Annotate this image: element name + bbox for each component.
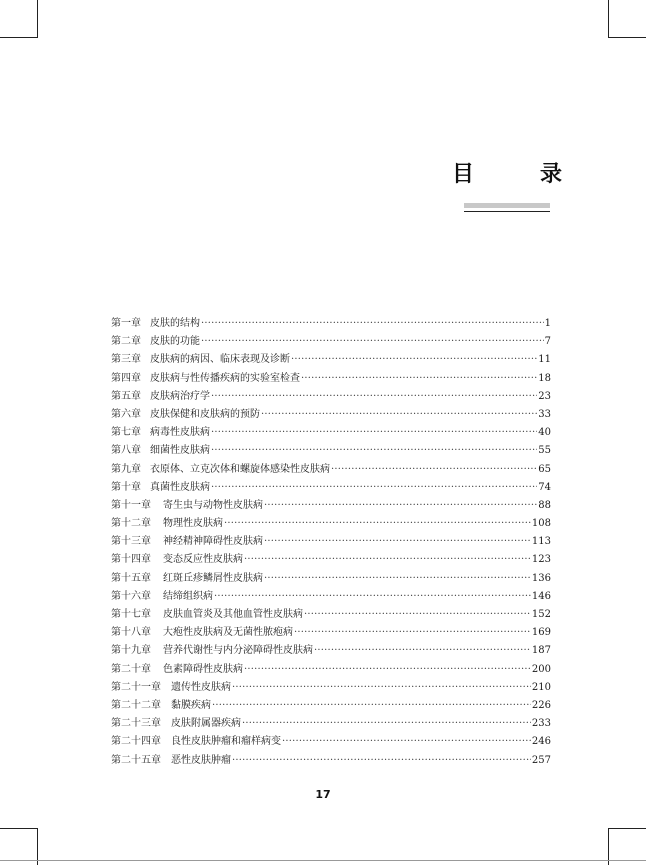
- toc-entry[interactable]: [111, 661, 551, 679]
- toc-chapter-number: 第八章: [111, 445, 141, 457]
- toc-leader-dots: [264, 570, 531, 588]
- toc-entry[interactable]: [111, 715, 551, 733]
- toc-entry[interactable]: [111, 315, 551, 333]
- toc-entry[interactable]: [111, 515, 551, 533]
- toc-leader-dots: [232, 752, 531, 770]
- toc-page-number: 246: [531, 736, 551, 748]
- toc-page-number: 257: [531, 754, 551, 766]
- title-underline-black: [464, 211, 550, 212]
- toc-leader-dots: [261, 406, 537, 424]
- toc-page-number: 11: [538, 354, 551, 366]
- toc-entry[interactable]: [111, 624, 551, 642]
- toc-chapter-title: 恶性皮肤肿瘤: [171, 754, 231, 766]
- toc-chapter-title: 皮肤附属器疾病: [171, 718, 241, 730]
- toc-page-number: 187: [531, 645, 551, 657]
- toc-page-number: 226: [531, 699, 551, 711]
- crop-mark-top-left-vertical: [37, 0, 38, 38]
- toc-chapter-number: 第十章: [111, 481, 141, 493]
- toc-chapter-number: 第二十五章: [111, 754, 161, 766]
- toc-chapter-number: 第九章: [111, 463, 141, 475]
- toc-entry[interactable]: [111, 551, 551, 569]
- toc-chapter-number: 第七章: [111, 427, 141, 439]
- toc-page-number: 65: [538, 463, 551, 475]
- toc-chapter-title: 遗传性皮肤病: [171, 681, 231, 693]
- toc-leader-dots: [232, 679, 531, 697]
- toc-entry[interactable]: [111, 588, 551, 606]
- title-char-right: 录: [539, 161, 562, 187]
- crop-mark-top-left-horizontal: [0, 37, 38, 38]
- toc-leader-dots: [242, 715, 531, 733]
- toc-chapter-title: 皮肤保健和皮肤病的预防: [150, 408, 260, 420]
- toc-page-number: 1: [544, 318, 551, 329]
- toc-chapter-title: 黏膜疾病: [171, 699, 211, 711]
- crop-mark-bottom-right-horizontal: [608, 828, 646, 829]
- toc-chapter-number: 第二章: [111, 336, 141, 348]
- toc-leader-dots: [211, 442, 537, 460]
- toc-leader-dots: [314, 642, 531, 660]
- toc-entry[interactable]: [111, 697, 551, 715]
- toc-chapter-number: 第五章: [111, 390, 141, 402]
- toc-page-number: 23: [538, 390, 551, 402]
- crop-mark-top-right-horizontal: [608, 37, 646, 38]
- toc-leader-dots: [244, 551, 531, 569]
- toc-chapter-title: 皮肤病的病因、临床表现及诊断: [150, 354, 290, 366]
- toc-entry[interactable]: [111, 406, 551, 424]
- toc-page-number: 136: [531, 572, 551, 584]
- title-underline-gray: [464, 203, 550, 208]
- toc-chapter-number: 第四章: [111, 372, 141, 384]
- toc-chapter-number: 第二十三章: [111, 718, 161, 730]
- toc-page-number: 108: [531, 518, 551, 530]
- toc-page-number: 18: [538, 372, 551, 384]
- toc-chapter-number: 第二十一章: [111, 681, 161, 693]
- toc-page-number: 88: [538, 499, 551, 511]
- toc-leader-dots: [304, 606, 531, 624]
- toc-chapter-title: 衣原体、立克次体和螺旋体感染性皮肤病: [150, 463, 330, 475]
- toc-chapter-number: 第十五章: [111, 572, 151, 584]
- toc-leader-dots: [294, 624, 531, 642]
- toc-chapter-title: 物理性皮肤病: [163, 518, 223, 530]
- toc-chapter-title: 色素障碍性皮肤病: [163, 663, 243, 675]
- toc-page-number: 33: [538, 408, 551, 420]
- toc-chapter-number: 第十一章: [111, 499, 151, 511]
- crop-mark-bottom-left-horizontal: [0, 828, 38, 829]
- toc-leader-dots: [211, 479, 537, 497]
- toc-chapter-title: 真菌性皮肤病: [150, 481, 210, 493]
- toc-leader-dots: [264, 497, 537, 515]
- toc-entry[interactable]: [111, 606, 551, 624]
- toc-leader-dots: [214, 588, 531, 606]
- toc-chapter-title: 神经精神障碍性皮肤病: [163, 536, 263, 548]
- toc-page-number: 55: [538, 445, 551, 457]
- toc-entry[interactable]: [111, 642, 551, 660]
- toc-chapter-title: 病毒性皮肤病: [150, 427, 210, 439]
- toc-entry[interactable]: [111, 733, 551, 751]
- page-number: 17: [315, 788, 331, 801]
- toc-chapter-number: 第十七章: [111, 609, 151, 620]
- toc-entry[interactable]: [111, 752, 551, 770]
- toc-chapter-number: 第十四章: [111, 554, 151, 566]
- page-bottom-edge: [0, 860, 646, 861]
- toc-leader-dots: [301, 370, 537, 388]
- toc-chapter-number: 第十九章: [111, 645, 151, 657]
- toc-page-number: 7: [544, 336, 551, 348]
- toc-entry[interactable]: [111, 570, 551, 588]
- toc-chapter-number: 第十三章: [111, 536, 151, 548]
- toc-entry[interactable]: [111, 388, 551, 406]
- toc-leader-dots: [264, 533, 531, 551]
- toc-page-number: 40: [538, 427, 551, 439]
- toc-page-number: 113: [531, 536, 551, 548]
- toc-chapter-title: 大疱性皮肤病及无菌性脓疱病: [163, 627, 293, 639]
- toc-entry[interactable]: [111, 479, 551, 497]
- toc-chapter-title: 良性皮肤肿瘤和瘤样病变: [171, 736, 281, 748]
- page-title: [452, 156, 562, 188]
- toc-chapter-title: 结缔组织病: [163, 590, 213, 602]
- toc-chapter-title: 皮肤的功能: [150, 336, 200, 348]
- toc-chapter-number: 第二十二章: [111, 699, 161, 711]
- toc-page-number: 200: [531, 663, 551, 675]
- toc-leader-dots: [291, 351, 537, 369]
- toc-chapter-title: 红斑丘疹鳞屑性皮肤病: [163, 572, 263, 584]
- toc-leader-dots: [211, 388, 537, 406]
- toc-entry[interactable]: [111, 461, 551, 479]
- toc-page-number: 210: [531, 681, 551, 693]
- toc-page-number: 152: [531, 609, 551, 620]
- toc-leader-dots: [282, 733, 531, 751]
- toc-chapter-number: 第十二章: [111, 518, 151, 530]
- toc-leader-dots: [211, 424, 537, 442]
- toc-chapter-number: 第二十四章: [111, 736, 161, 748]
- toc-leader-dots: [201, 315, 544, 333]
- toc-entry[interactable]: [111, 424, 551, 442]
- toc-chapter-title: 皮肤血管炎及其他血管性皮肤病: [163, 609, 303, 620]
- toc-page-number: 74: [538, 481, 551, 493]
- toc-chapter-title: 皮肤病与性传播疾病的实验室检查: [150, 372, 300, 384]
- toc-chapter-number: 第十八章: [111, 627, 151, 639]
- toc-entry[interactable]: [111, 679, 551, 697]
- toc-page-number: 123: [531, 554, 551, 566]
- toc-chapter-title: 营养代谢性与内分泌障碍性皮肤病: [163, 645, 313, 657]
- toc-leader-dots: [244, 661, 531, 679]
- toc-chapter-title: 细菌性皮肤病: [150, 445, 210, 457]
- toc-entry[interactable]: [111, 533, 551, 551]
- toc-chapter-title: 皮肤的结构: [150, 318, 200, 329]
- toc-entry[interactable]: [111, 351, 551, 369]
- toc-chapter-title: 变态反应性皮肤病: [163, 554, 243, 566]
- toc-entry[interactable]: [111, 442, 551, 460]
- toc-entry[interactable]: [111, 333, 551, 351]
- toc-entry[interactable]: [111, 370, 551, 388]
- table-of-contents: [111, 315, 551, 770]
- toc-leader-dots: [201, 333, 544, 351]
- toc-page-number: 233: [531, 718, 551, 730]
- toc-leader-dots: [331, 461, 537, 479]
- crop-mark-top-right-vertical: [608, 0, 609, 38]
- toc-chapter-number: 第三章: [111, 354, 141, 366]
- toc-entry[interactable]: [111, 497, 551, 515]
- toc-chapter-number: 第六章: [111, 408, 141, 420]
- toc-chapter-number: 第二十章: [111, 663, 151, 675]
- toc-page-number: 169: [531, 627, 551, 639]
- title-char-left: 目: [452, 161, 475, 187]
- toc-chapter-number: 第一章: [111, 318, 141, 329]
- toc-page-number: 146: [531, 590, 551, 602]
- toc-chapter-title: 寄生虫与动物性皮肤病: [163, 499, 263, 511]
- toc-chapter-number: 第十六章: [111, 590, 151, 602]
- toc-leader-dots: [212, 697, 531, 715]
- toc-chapter-title: 皮肤病治疗学: [150, 390, 210, 402]
- toc-leader-dots: [224, 515, 531, 533]
